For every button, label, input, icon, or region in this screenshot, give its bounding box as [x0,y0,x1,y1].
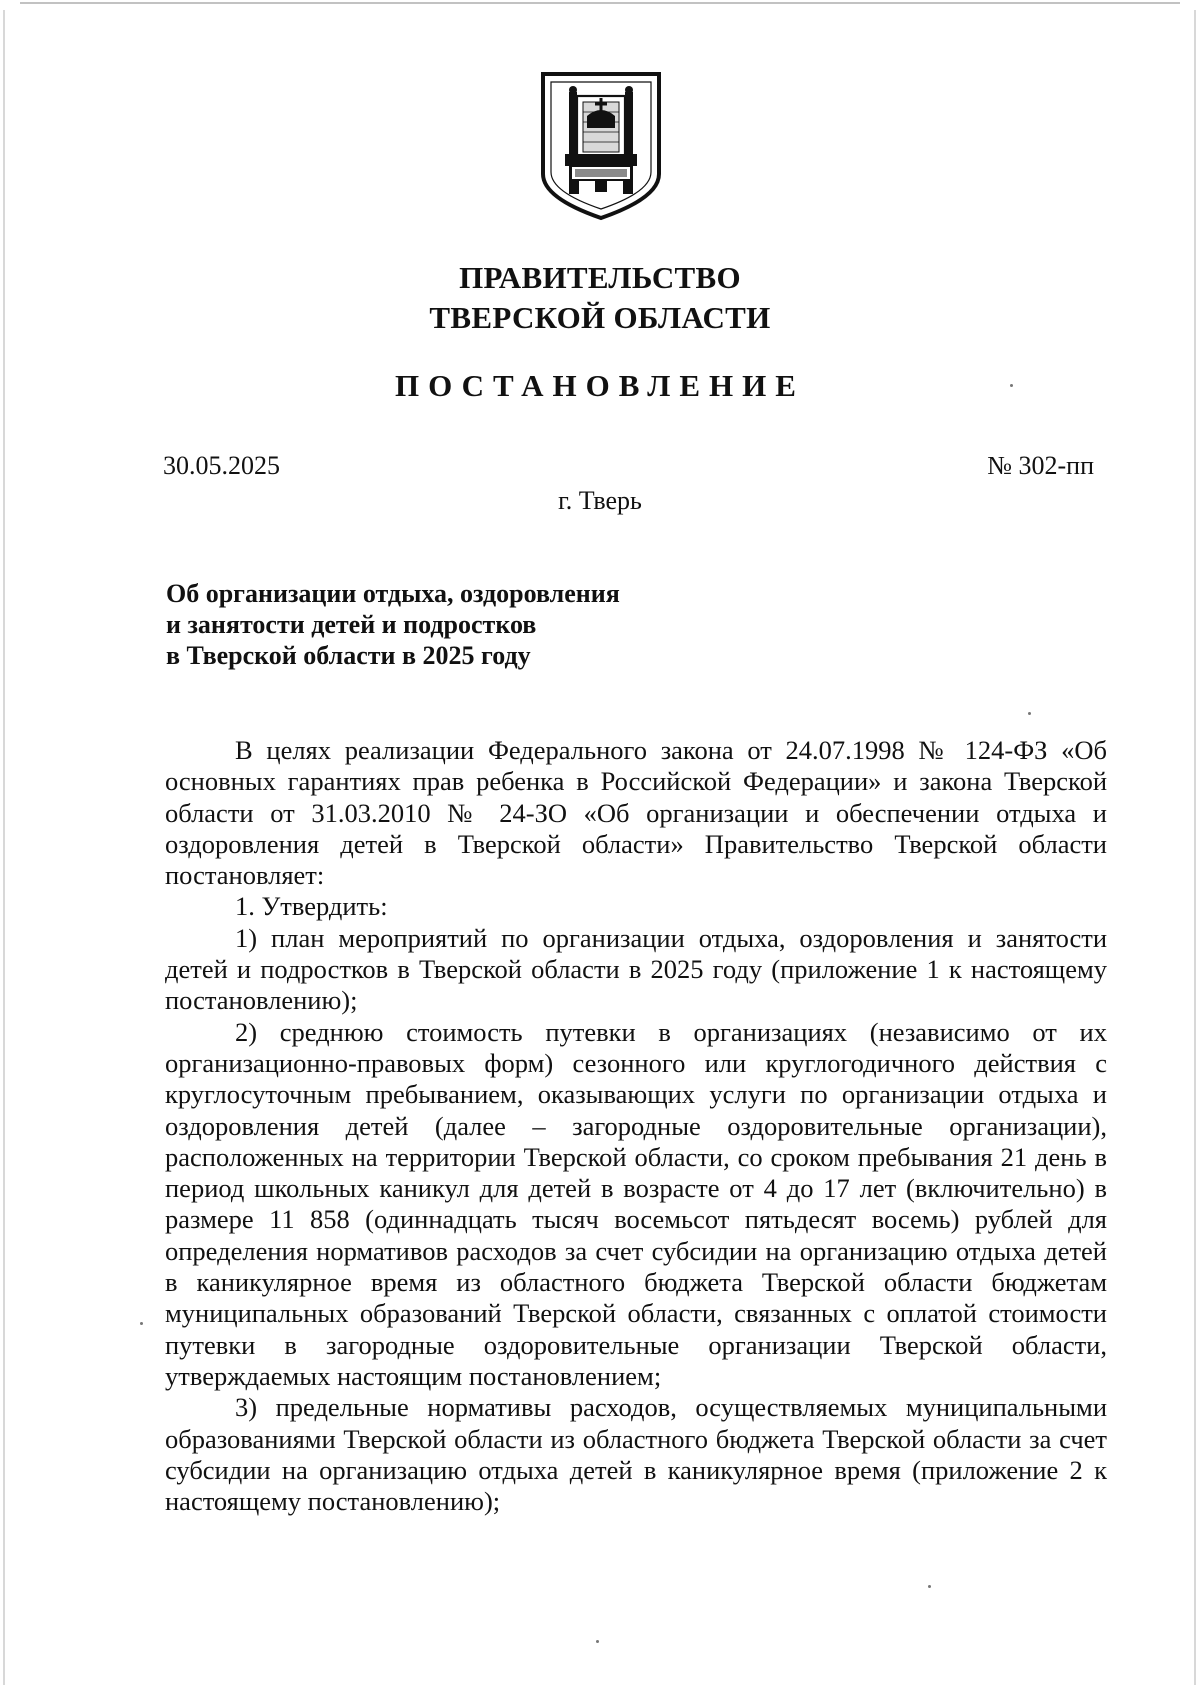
scan-edge-right [1194,10,1196,1685]
scan-speck [1028,712,1031,715]
tver-coat-of-arms-icon [539,70,663,222]
scan-speck [1010,384,1013,387]
subject-line1: Об организации отдыха, оздоровления [166,579,620,608]
scan-speck [596,1640,599,1643]
document-subject [166,578,620,671]
body-paragraph-subitem-3: 3) предельные нормативы расходов, осуществляемых муниципальными образованиями Тверской области из областного бюджета Тверской области за счет субсидии на организацию отдыха детей в каникулярное время (приложение 2 к настоящему постановлению); [165,1392,1107,1517]
scan-speck [928,1585,931,1588]
subject-line2: и занятости детей и подростков [166,610,537,639]
scan-speck [140,1322,143,1325]
document-type: ПОСТАНОВЛЕНИЕ [395,368,805,403]
document-body [165,735,1107,1517]
document-city: г. Тверь [558,486,642,515]
scan-edge-left [3,10,5,1685]
government-title [300,258,900,338]
government-title-line1: ПРАВИТЕЛЬСТВО [459,260,741,295]
body-paragraph-preamble: В целях реализации Федерального закона от 24.07.1998 № 124-ФЗ «Об основных гарантиях прав ребенка в Российской Федерации» и закона Тверской области от 31.03.2010 № 24-ЗО «Об организации и обеспечении отдыха и оздоровления детей в Тверской области» Правительство Тверской области постановляет: [165,735,1107,891]
document-date: 30.05.2025 [163,451,280,480]
subject-line3: в Тверской области в 2025 году [166,641,531,670]
body-paragraph-item-1: 1. Утвердить: [235,891,388,922]
body-paragraph-subitem-2: 2) среднюю стоимость путевки в организациях (независимо от их организационно-правовых форм) сезонного или круглогодичного действия с круглосуточным пребыванием, оказывающих услуги по организации отдыха и оздоровления детей (далее – загородные оздоровительные организации), расположенных на территории Тверской области, со сроком пребывания 21 день в период школьных каникул для детей в возрасте от 4 до 17 лет (включительно) в размере 11 858 (одиннадцать тысяч восемьсот пятьдесят восемь) рублей для определения нормативов расходов за счет субсидии на организацию отдыха детей в каникулярное время из областного бюджета Тверской области бюджетам муниципальных образований Тверской области, связанных с оплатой стоимости путевки в загородные оздоровительные организации Тверской области, утверждаемых настоящим постановлением; [165,1016,1107,1391]
body-paragraph-subitem-1: 1) план мероприятий по организации отдыха, оздоровления и занятости детей и подростков в Тверской области в 2025 году (приложение 1 к настоящему постановлению); [165,922,1107,1016]
document-number: № 302-пп [987,451,1094,480]
government-title-line2: ТВЕРСКОЙ ОБЛАСТИ [429,300,771,335]
scan-edge-top [20,2,1180,4]
